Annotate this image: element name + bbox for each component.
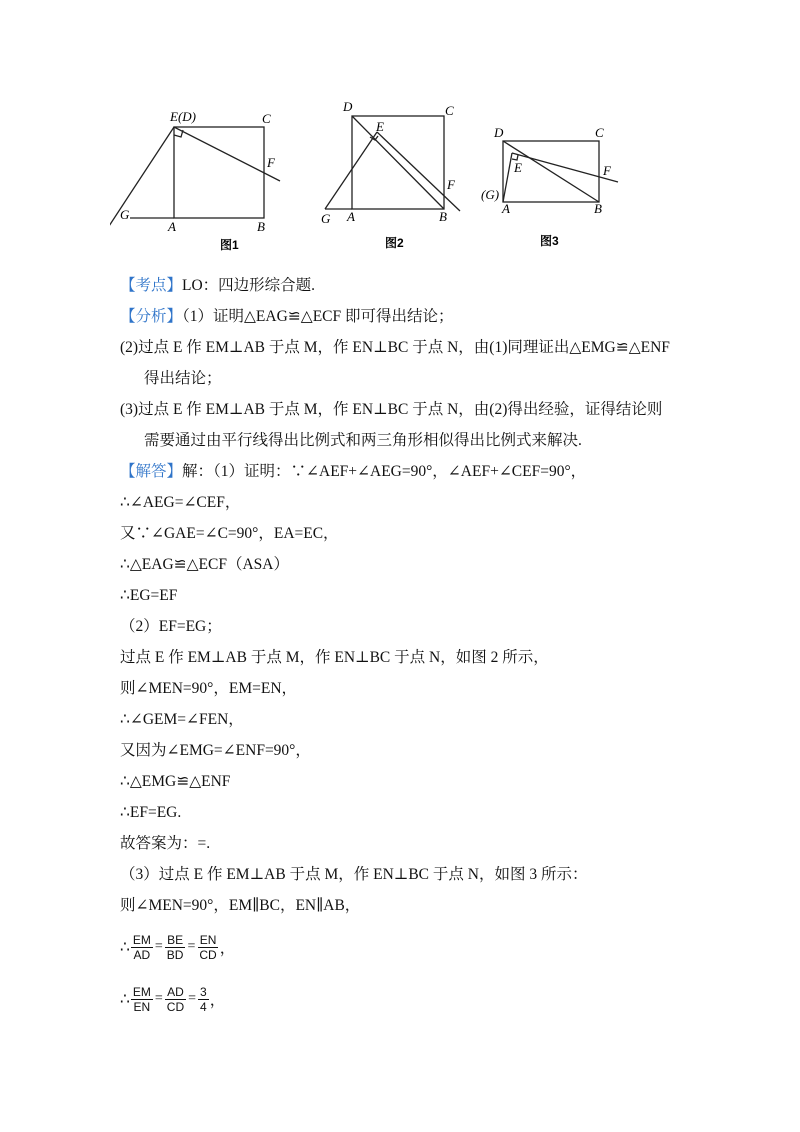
step-9: 又因为∠EMG=∠ENF=90°， [120,742,311,759]
therefore-symbol: ∴ [120,990,130,1008]
numerator: EM [132,984,151,999]
fig3-label-g: (G) [481,187,500,202]
fig1-line-eg [110,127,174,255]
fenxi-2a: (2)过点 E 作 EM⊥AB 于点 M，作 EN⊥BC 于点 N，由(1)同理证出△EMG≌△ENF [120,339,670,356]
step-13: （3）过点 E 作 EM⊥AB 于点 M，作 EN⊥BC 于点 N，如图 3 所示： [120,866,588,883]
fenxi-2b: 得出结论； [144,370,222,387]
denominator: AD [133,947,151,962]
figure-3 [478,95,628,255]
step-3: ∴△EAG≌△ECF（ASA） [120,556,289,573]
fraction-equation-2 [120,973,720,1025]
fig2-label-g: G [321,211,331,226]
numerator: EM [132,932,151,947]
numerator: BE [167,932,184,947]
fraction-ad-cd [165,985,186,1014]
numerator: EN [199,932,217,947]
numerator: 3 [200,984,207,999]
denominator: CD [199,947,217,962]
fig2-label-c: C [445,103,454,118]
fig3-label-c: C [595,125,604,140]
fig1-label-a: A [168,219,176,234]
step-10: ∴△EMG≌△ENF [120,773,231,790]
therefore-symbol: ∴ [120,938,130,956]
fig2-label-f: F [447,177,455,192]
jieda-line [120,456,720,487]
step-5: （2）EF=EG； [120,618,222,635]
solution-text [120,270,720,1025]
fraction-em-ad [131,933,153,962]
fig3-label-a: A [502,201,510,216]
fig2-line-ef [377,132,460,211]
fig2-caption: 图2 [385,236,404,250]
fenxi-3a: (3)过点 E 作 EM⊥AB 于点 M，作 EN⊥BC 于点 N，由(2)得出经验，证得结论则 [120,401,663,418]
figures-area [0,95,800,260]
equals-sign: = [187,939,196,954]
equals-sign: = [154,939,163,954]
fig2-label-b: B [439,209,447,224]
kaodian-line [120,270,720,301]
step-11: ∴EF=EG. [120,804,182,821]
fenxi-tag: 【分析】 [120,308,183,325]
fig1-label-f: F [267,155,275,170]
step-6: 过点 E 作 EM⊥AB 于点 M，作 EN⊥BC 于点 N，如图 2 所示， [120,649,549,666]
figure-2 [315,95,475,255]
step-2: 又∵∠GAE=∠C=90°，EA=EC， [120,525,339,542]
fenxi-3b: 需要通过由平行线得出比例式和两三角形相似得出比例式来解决. [144,432,582,449]
denominator: BD [166,947,184,962]
kaodian-tag: 【考点】 [120,277,183,294]
fig1-label-e: E(D) [170,109,196,124]
figure-1 [110,95,300,255]
jieda-1: 解：（1）证明：∵∠AEF+∠AEG=90°，∠AEF+∠CEF=90°， [182,463,587,480]
fig3-label-e: E [514,160,522,175]
fig3-label-d: D [494,125,504,140]
step-4: ∴EG=EF [120,587,178,604]
comma: ， [219,940,236,957]
fig3-caption: 图3 [540,234,559,248]
step-7: 则∠MEN=90°，EM=EN， [120,680,298,697]
denominator: EN [133,999,151,1014]
kaodian-text: LO：四边形综合题. [182,277,316,294]
fig2-label-e: E [376,119,384,134]
fraction-en-cd [197,933,218,962]
step-14: 则∠MEN=90°，EM∥BC，EN∥AB， [120,897,361,914]
comma: ， [209,992,226,1009]
numerator: AD [167,984,184,999]
fraction-be-bd [165,933,186,962]
fig3-label-b: B [594,201,602,216]
jieda-tag: 【解答】 [120,463,183,480]
fig3-label-f: F [603,163,611,178]
fraction-em-en [131,985,153,1014]
fig2-line-ge [325,132,377,209]
step-8: ∴∠GEM=∠FEN， [120,711,244,728]
fenxi-line [120,301,720,332]
fraction-3-4 [198,985,209,1014]
denominator: CD [166,999,185,1014]
equals-sign: = [188,991,197,1006]
fig2-diagonal-db [352,116,444,209]
fig1-caption: 图1 [220,238,239,252]
equals-sign: = [154,991,163,1006]
fenxi-1: （1）证明△EAG≌△ECF 即可得出结论； [182,308,454,325]
fig2-label-d: D [343,99,353,114]
fig1-square [174,127,264,218]
step-12: 故答案为：=. [120,835,211,852]
fig3-line-eg [503,153,512,202]
fraction-equation-1 [120,921,720,973]
denominator: 4 [200,999,207,1014]
fig2-label-a: A [347,209,355,224]
step-1: ∴∠AEG=∠CEF， [120,494,241,511]
fig1-label-g: G [120,207,130,222]
fig1-label-c: C [262,111,271,126]
fig1-label-b: B [257,219,265,234]
